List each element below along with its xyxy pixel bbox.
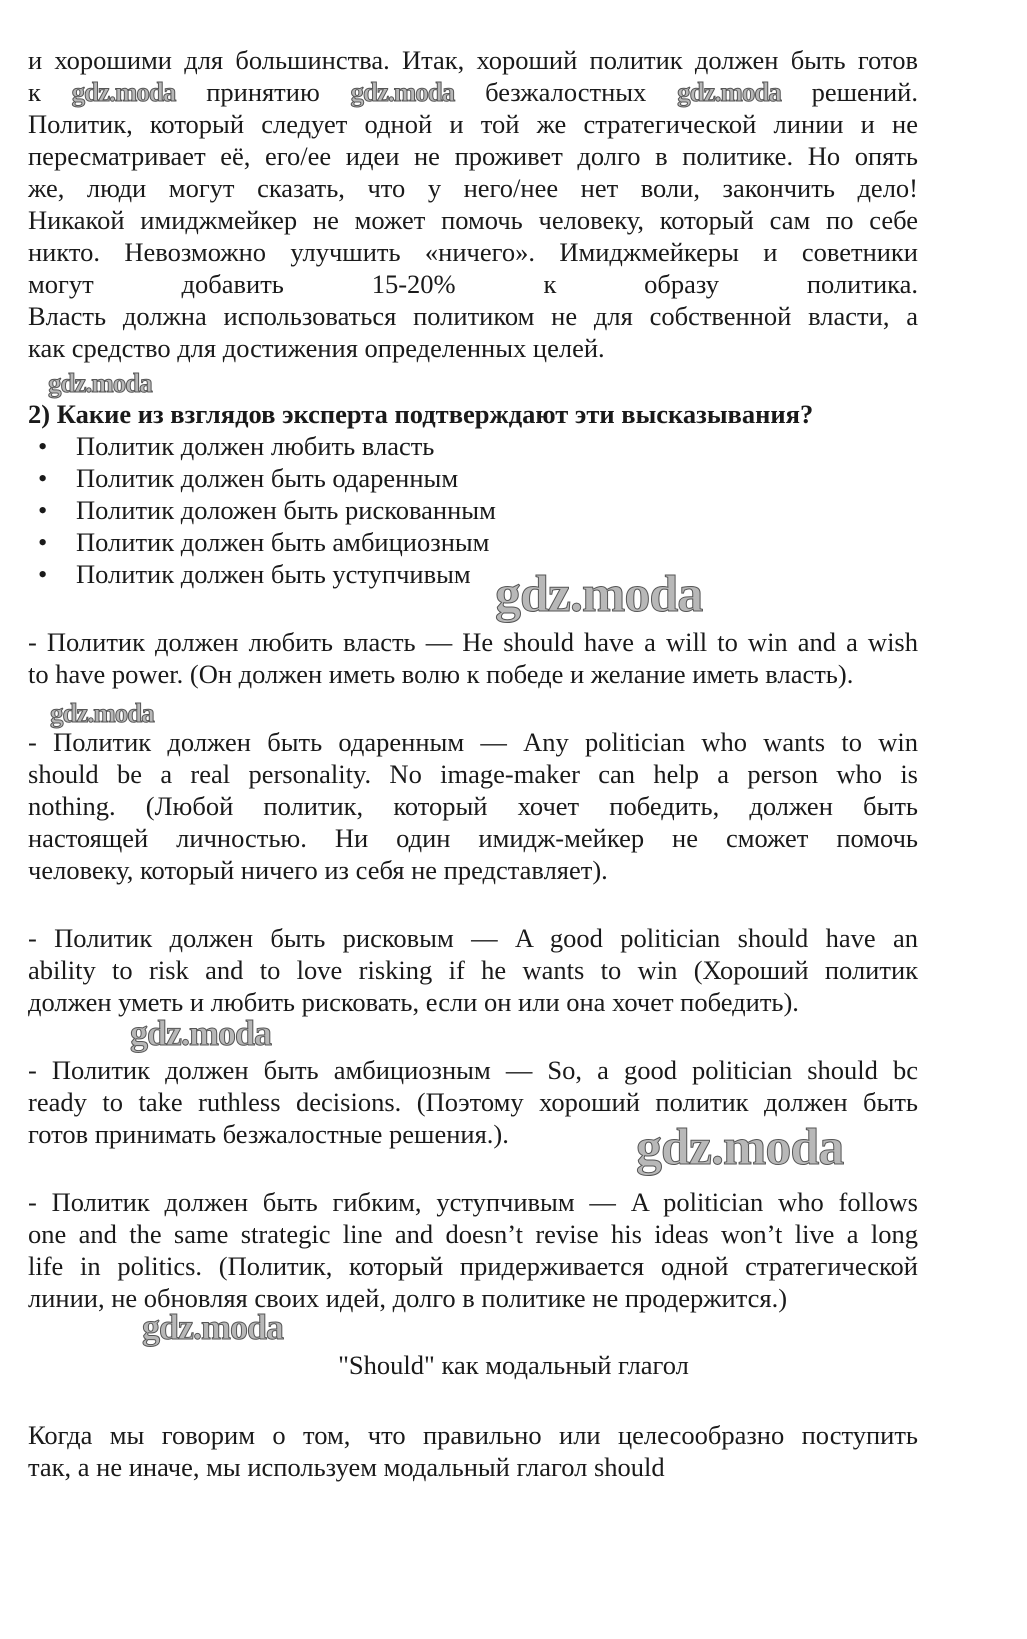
- text-line: - Политик должен быть гибким, уступчивым — A politician who follows: [28, 1187, 918, 1217]
- bullet-list: [28, 430, 918, 590]
- question-heading: 2) Какие из взглядов эксперта подтверждают эти высказывания?: [28, 399, 814, 429]
- answer-paragraph: [28, 626, 918, 690]
- watermark: gdz.moda: [495, 566, 703, 623]
- text-line: Никакой имиджмейкер не может помочь человеку, который сам по себе: [28, 205, 918, 235]
- text-line: как средство для достижения определенных целей.: [28, 333, 605, 363]
- watermark: gdz.moda: [636, 1119, 844, 1176]
- intro-paragraph: [28, 44, 918, 364]
- list-item: • Политик должен быть уступчивым: [38, 559, 471, 589]
- text-line: Когда мы говорим о том, что правильно или целесообразно поступить: [28, 1420, 918, 1450]
- section-subtitle: "Should" как модальный глагол: [338, 1350, 689, 1380]
- text-line: готов принимать безжалостные решения.).: [28, 1119, 509, 1149]
- answer-paragraph: [28, 1186, 918, 1314]
- text-line: же, люди могут сказать, что у него/нее нет воли, закончить дело!: [28, 173, 918, 203]
- watermark: gdz.moda: [350, 77, 455, 107]
- text-line: - Политик должен быть рисковым — A good politician should have an: [28, 923, 918, 953]
- word: принятию: [206, 77, 320, 107]
- text-line: ready to take ruthless decisions. (Поэтому хороший политик должен быть: [28, 1087, 918, 1117]
- watermark: gdz.moda: [50, 698, 154, 728]
- answer-paragraph: [28, 922, 918, 1018]
- text-line: - Политик должен любить власть — He should have a will to win and a wish: [28, 627, 918, 657]
- text-line: ability to risk and to love risking if he wants to win (Хороший политик: [28, 955, 918, 985]
- text-line: Власть должна использоваться политиком не для собственной власти, а: [28, 301, 918, 331]
- text-line: пересматривает её, его/ее идеи не проживет долго в политике. Но опять: [28, 141, 918, 171]
- text-line: should be a real personality. No image-maker can help a person who is: [28, 759, 918, 789]
- list-item: • Политик доложен быть рискованным: [38, 495, 496, 525]
- text-line: настоящей личностью. Ни один имидж-мейкер не сможет помочь: [28, 823, 918, 853]
- text-line: one and the same strategic line and doesn’t revise his ideas won’t live a long: [28, 1219, 918, 1249]
- text-line: life in politics. (Политик, который придерживается одной стратегической: [28, 1251, 918, 1281]
- list-item: • Политик должен быть одаренным: [38, 463, 459, 493]
- text-line: должен уметь и любить рисковать, если он или она хочет победить).: [28, 987, 799, 1017]
- text-line: Политик, который следует одной и той же стратегической линии и не: [28, 109, 918, 139]
- text-line: - Политик должен быть амбициозным — So, a good politician should bc: [28, 1055, 918, 1085]
- list-item: • Политик должен любить власть: [38, 431, 435, 461]
- text-line: линии, не обновляя своих идей, долго в политике не продержится.): [28, 1283, 788, 1313]
- text-line: [28, 76, 918, 108]
- text-line: to have power. (Он должен иметь волю к победе и желание иметь власть).: [28, 659, 854, 689]
- answer-paragraph: [28, 726, 918, 886]
- final-paragraph: [28, 1419, 918, 1483]
- watermark: gdz.moda: [48, 368, 152, 398]
- watermark: gdz.moda: [71, 77, 176, 107]
- word: решений.: [811, 77, 918, 107]
- text-line: могут добавить 15-20% к образу политика.: [28, 269, 918, 299]
- text-line: человеку, который ничего из себя не представляет).: [28, 855, 608, 885]
- word: к: [28, 77, 41, 107]
- text-line: и хорошими для большинства. Итак, хороший политик должен быть готов: [28, 45, 918, 75]
- list-item: • Политик должен быть амбициозным: [38, 527, 490, 557]
- text-line: - Политик должен быть одаренным — Any politician who wants to win: [28, 727, 918, 757]
- watermark: gdz.moda: [677, 77, 781, 107]
- word: безжалостных: [485, 77, 647, 107]
- watermark: gdz.moda: [142, 1307, 284, 1347]
- watermark: gdz.moda: [130, 1013, 272, 1053]
- text-line: так, а не иначе, мы используем модальный глагол should: [28, 1452, 665, 1482]
- text-line: никто. Невозможно улучшить «ничего». Имиджмейкеры и советники: [28, 237, 918, 267]
- text-line: nothing. (Любой политик, который хочет победить, должен быть: [28, 791, 918, 821]
